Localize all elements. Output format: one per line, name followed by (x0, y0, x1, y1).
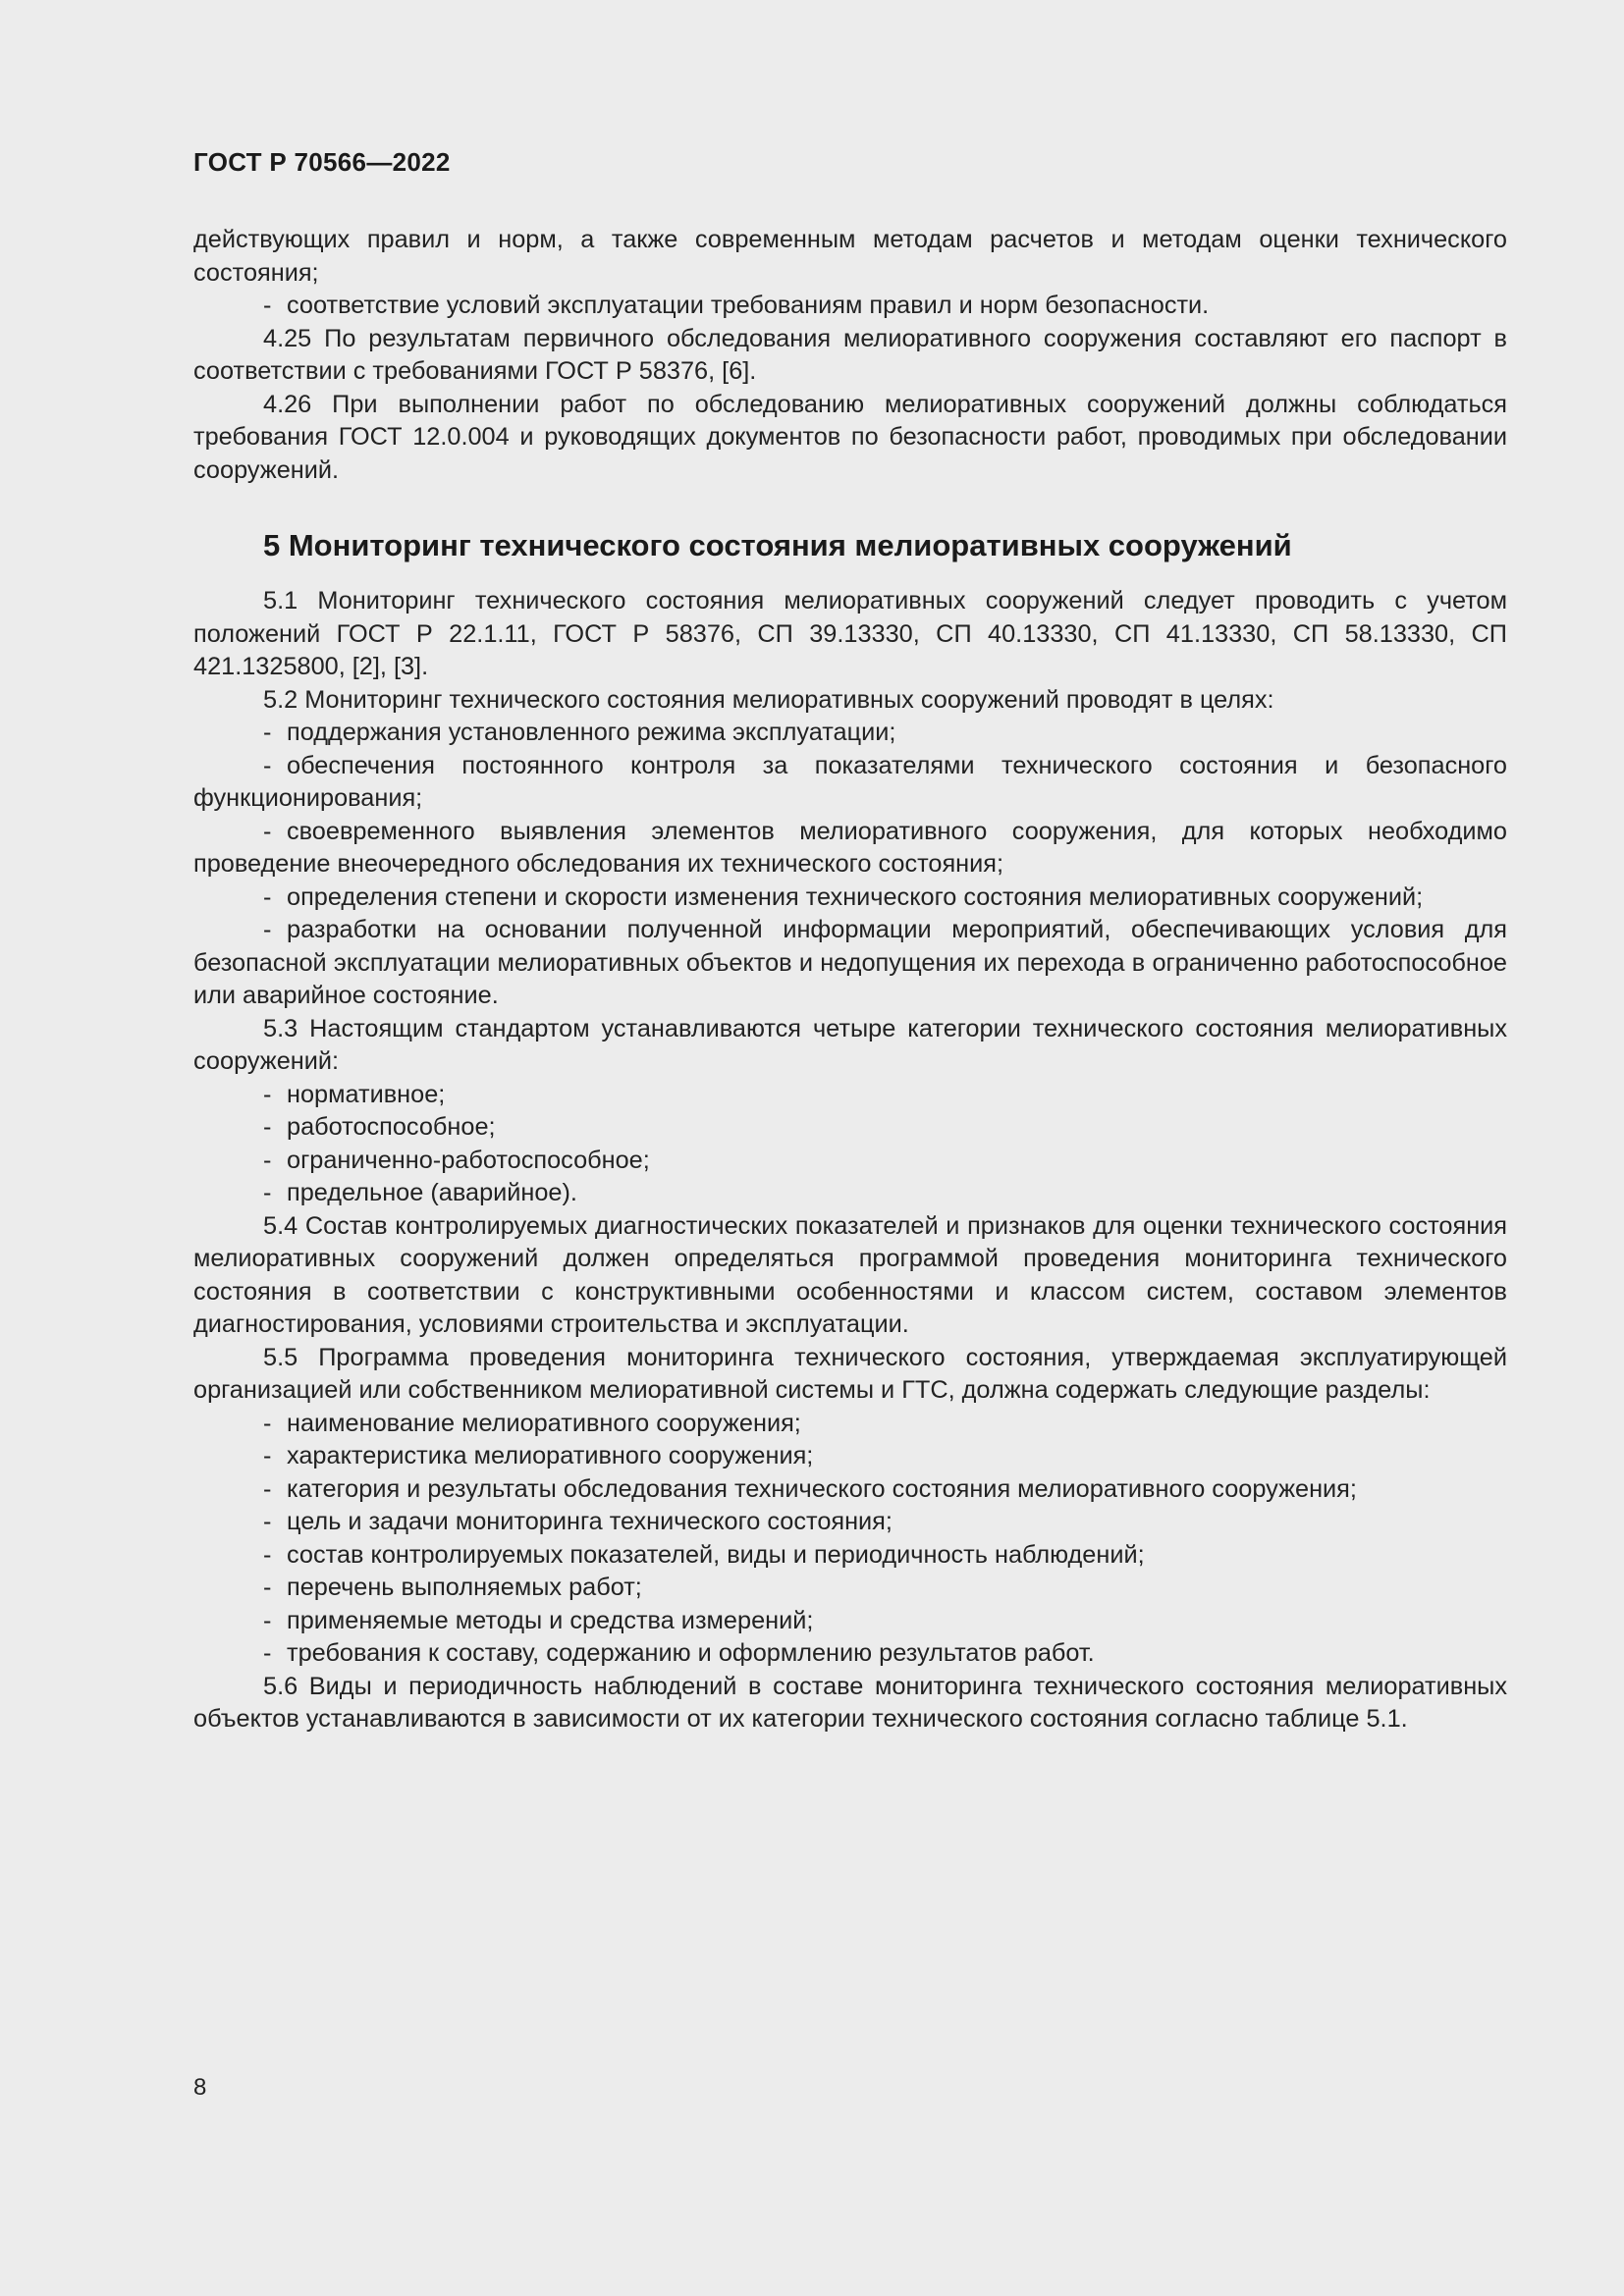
dash-marker: - (263, 1146, 272, 1174)
dash-marker: - (263, 1574, 272, 1601)
list-item (193, 750, 1507, 816)
dash-marker: - (263, 1508, 272, 1535)
dash-marker: - (263, 292, 272, 319)
dash-marker: - (263, 751, 272, 779)
dash-marker: - (263, 916, 272, 943)
list-item (193, 914, 1507, 1013)
list-item (193, 881, 1507, 915)
list-item-text: наименование мелиоративного сооружения; (287, 1409, 801, 1437)
dash-marker: - (263, 1179, 272, 1206)
clause-5-5: 5.5 Программа проведения мониторинга технического состояния, утверждаемая эксплуатирующей организацией или собственником мелиоративной системы и ГТС, должна содержать следующие разделы: (193, 1343, 1507, 1404)
dash-marker: - (263, 817, 272, 845)
list-item (193, 1440, 1507, 1473)
list-item (193, 1637, 1507, 1671)
list-item (193, 1473, 1507, 1507)
list-item (193, 1506, 1507, 1539)
list-item-text: цель и задачи мониторинга технического состояния; (287, 1508, 893, 1535)
dash-marker: - (263, 1540, 272, 1569)
list-item-text: своевременного выявления элементов мелиоративного сооружения, для которых необходимо проведение внеочередного обследования их технического состояния; (193, 817, 1507, 878)
list-item-text: работоспособное; (287, 1113, 496, 1141)
list-item-text: характеристика мелиоративного сооружения; (287, 1442, 814, 1469)
list-item-text: определения степени и скорости изменения технического состояния мелиоративных сооружений; (287, 882, 1424, 911)
list-item (193, 717, 1507, 750)
dash-marker: - (263, 1080, 272, 1108)
list-item (193, 290, 1507, 323)
list-item-text: ограниченно-работоспособное; (287, 1146, 650, 1174)
list-item (193, 1539, 1507, 1573)
list-item-text: состав контролируемых показателей, виды и периодичность наблюдений; (287, 1540, 1145, 1569)
paragraph-continuation: действующих правил и норм, а также современным методам расчетов и методам оценки технического состояния; (193, 226, 1507, 287)
list-item (193, 1145, 1507, 1178)
clause-5-4: 5.4 Состав контролируемых диагностических показателей и признаков для оценки технического состояния мелиоративных сооружений должен определяться программой проведения мониторинга технического состояния в соответствии с конструктивными особенностями и классом систем, составом элементов диагностирования, условиями строительства и эксплуатации. (193, 1211, 1507, 1338)
clause-5-2: 5.2 Мониторинг технического состояния мелиоративных сооружений проводят в целях: (263, 685, 1274, 714)
page-number: 8 (193, 2074, 207, 2101)
dash-marker: - (263, 719, 272, 746)
dash-marker: - (263, 1113, 272, 1141)
clause-5-3: 5.3 Настоящим стандартом устанавливаются четыре категории технического состояния мелиоративных сооружений: (193, 1014, 1507, 1075)
list-item-text: применяемые методы и средства измерений; (287, 1606, 814, 1634)
list-item-text: предельное (аварийное). (287, 1179, 577, 1206)
list-item (193, 1177, 1507, 1210)
document-body (193, 224, 1507, 1736)
list-item (193, 1408, 1507, 1441)
list-item-text: нормативное; (287, 1080, 446, 1108)
list-item-text: требования к составу, содержанию и оформлению результатов работ. (287, 1639, 1095, 1667)
list-item (193, 1111, 1507, 1145)
clause-5-1: 5.1 Мониторинг технического состояния мелиоративных сооружений следует проводить с учетом положений ГОСТ Р 22.1.11, ГОСТ Р 58376, СП 39.13330, СП 40.13330, СП 41.13330, СП 58.13330, СП 421.1325800, [2], [3]. (193, 587, 1507, 680)
dash-marker: - (263, 1606, 272, 1634)
dash-marker: - (263, 1409, 272, 1437)
clause-5-6: 5.6 Виды и периодичность наблюдений в составе мониторинга технического состояния мелиоративных объектов устанавливаются в зависимости от их категории технического состояния согласно таблице 5.1. (193, 1672, 1507, 1733)
clause-4-25: 4.25 По результатам первичного обследования мелиоративного сооружения составляют его паспорт в соответствии с требованиями ГОСТ Р 58376, [6]. (193, 324, 1507, 385)
clause-4-26: 4.26 При выполнении работ по обследованию мелиоративных сооружений должны соблюдаться требования ГОСТ 12.0.004 и руководящих документов по безопасности работ, проводимых при обследовании сооружений. (193, 390, 1507, 484)
list-item-text: обеспечения постоянного контроля за показателями технического состояния и безопасного функционирования; (193, 751, 1507, 812)
document-header: ГОСТ Р 70566—2022 (193, 147, 451, 177)
section-5-title: 5 Мониторинг технического состояния мелиоративных сооружений (263, 528, 1292, 562)
list-item-text: разработки на основании полученной информации мероприятий, обеспечивающих условия для безопасной эксплуатации мелиоративных объектов и недопущения их перехода в ограниченно работоспособное или аварийное состояние. (193, 916, 1507, 1009)
dash-marker: - (263, 1639, 272, 1667)
list-item (193, 816, 1507, 881)
dash-marker: - (263, 1442, 272, 1469)
list-item-text: поддержания установленного режима эксплуатации; (287, 719, 896, 746)
dash-marker: - (263, 1474, 272, 1503)
list-item (193, 1572, 1507, 1605)
list-item-text: соответствие условий эксплуатации требованиям правил и норм безопасности. (287, 292, 1210, 319)
list-item (193, 1079, 1507, 1112)
list-item (193, 1605, 1507, 1638)
list-item-text: категория и результаты обследования технического состояния мелиоративного сооружения; (287, 1474, 1357, 1503)
dash-marker: - (263, 882, 272, 911)
list-item-text: перечень выполняемых работ; (287, 1574, 642, 1601)
